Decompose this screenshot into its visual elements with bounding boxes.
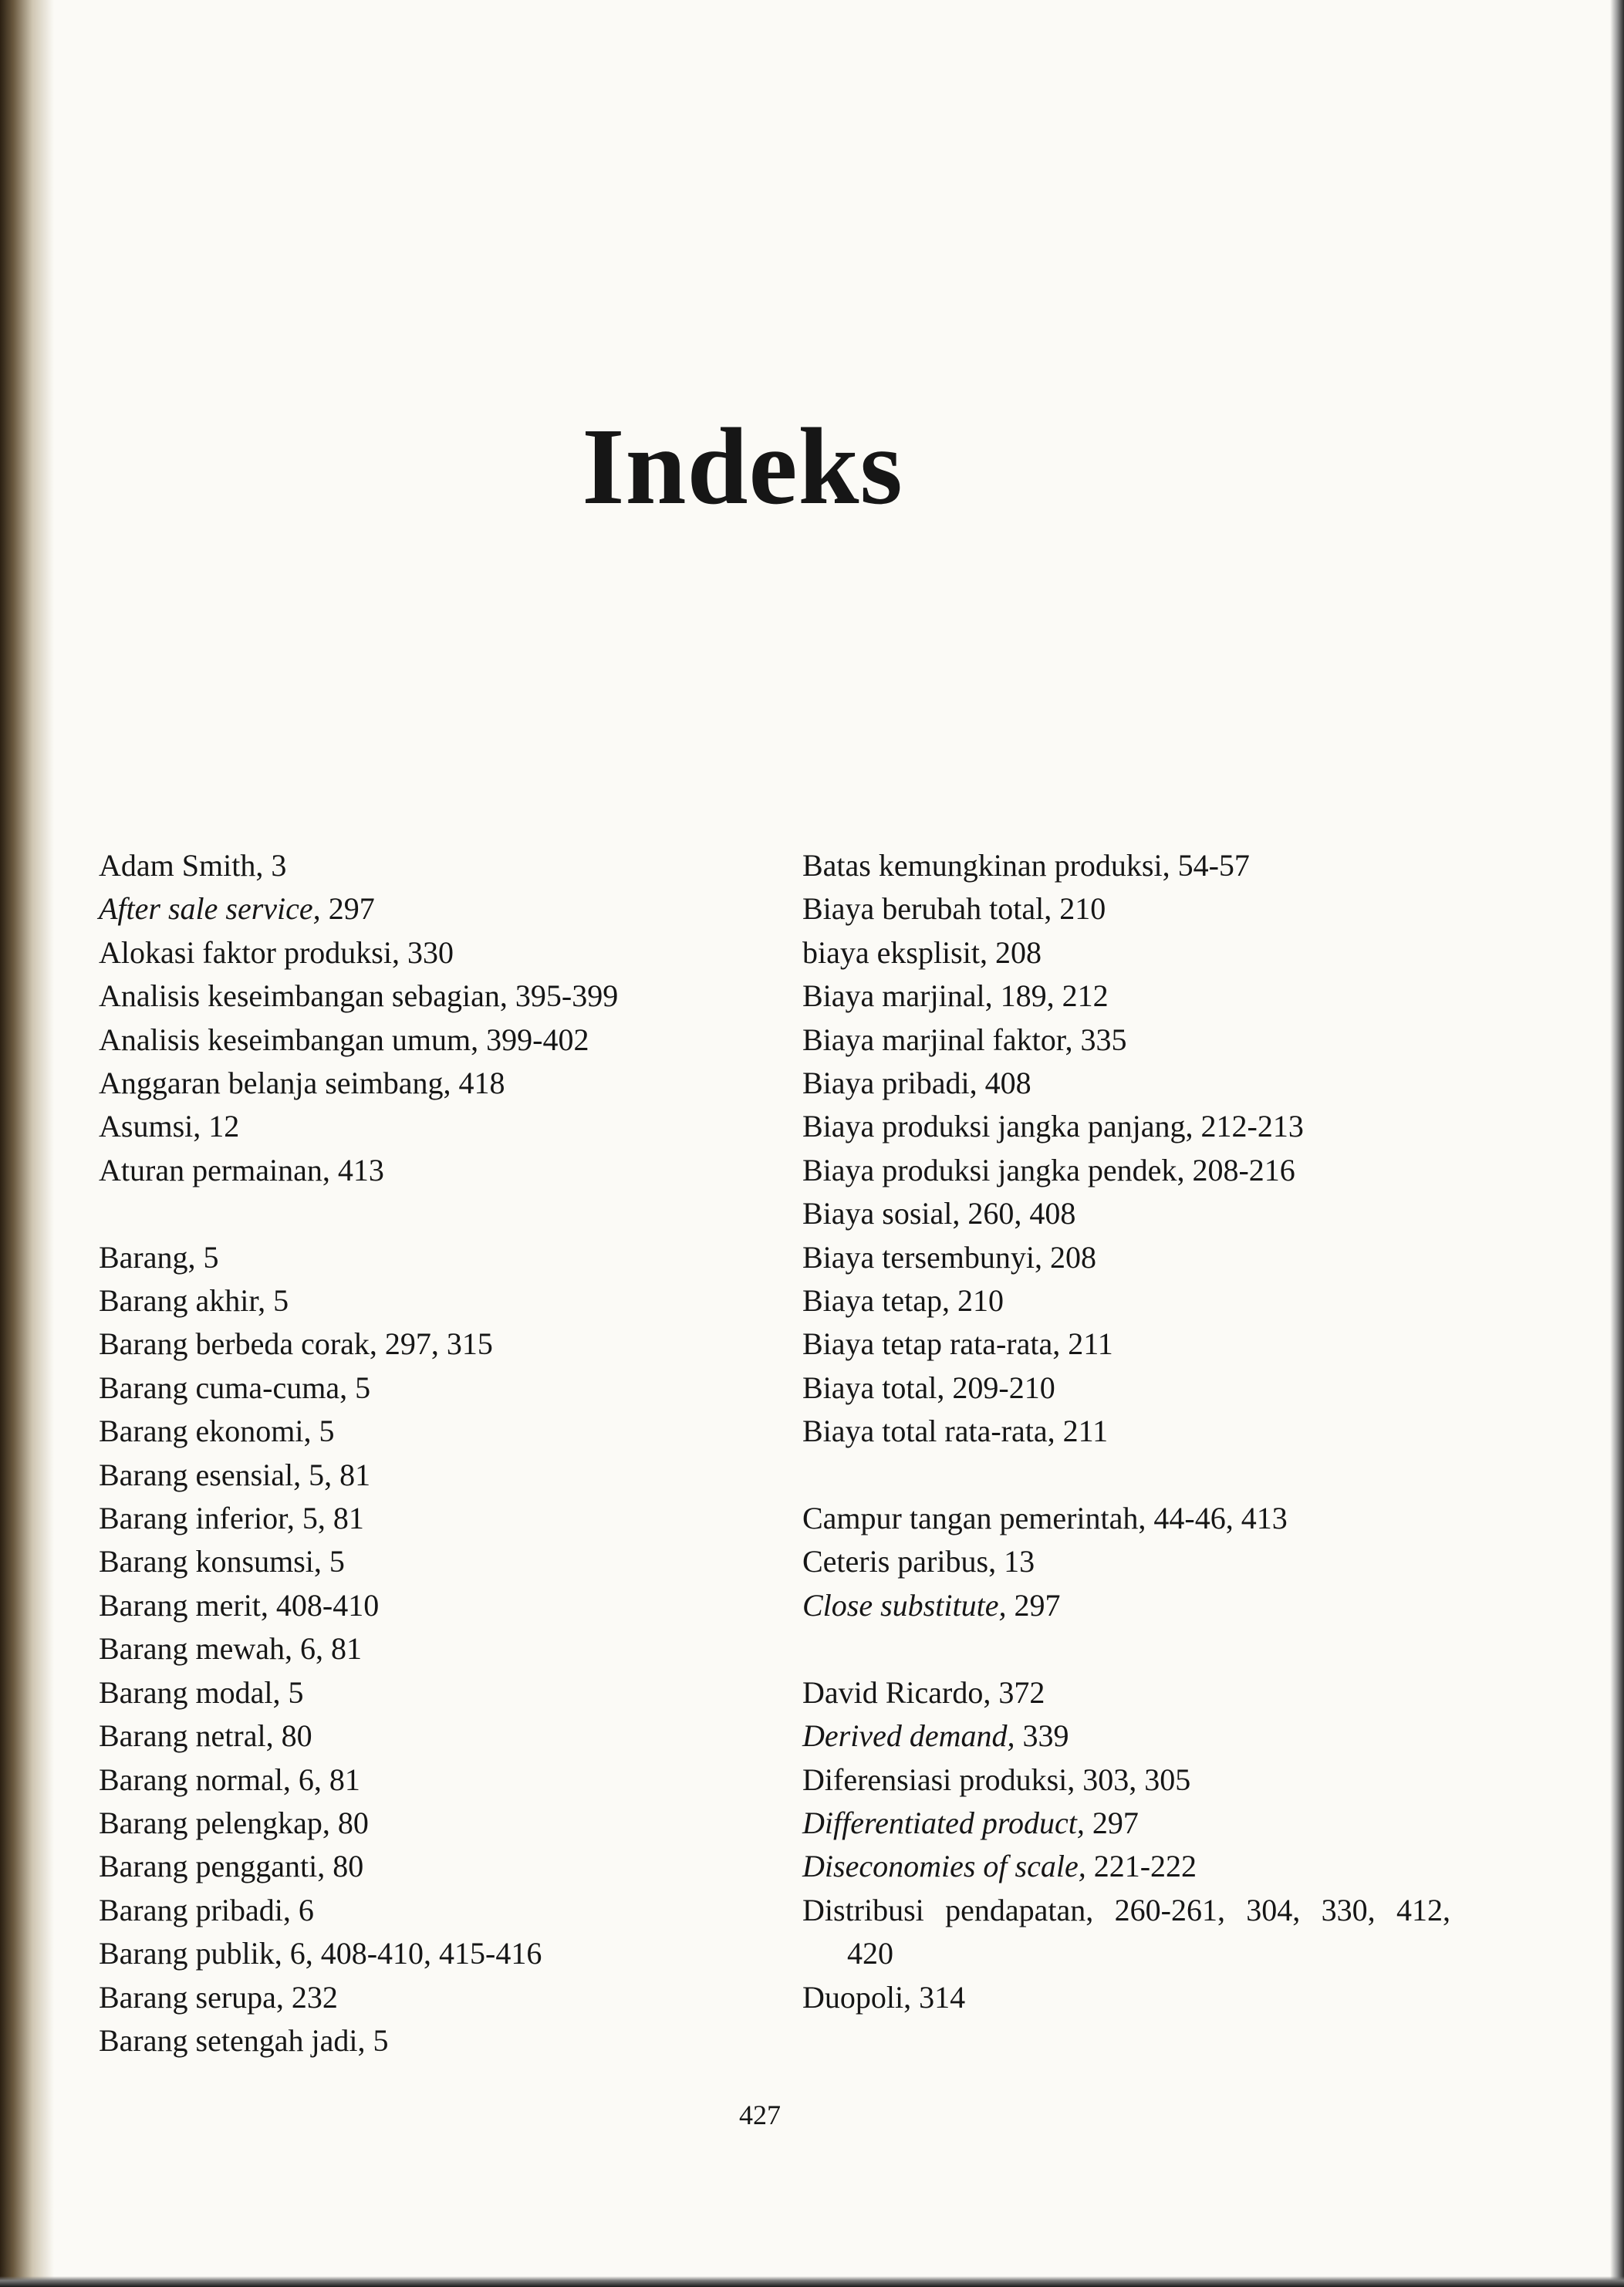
- index-term: Analisis keseimbangan sebagian: [99, 978, 500, 1014]
- index-page-refs: 408-410: [275, 1587, 380, 1623]
- index-page-refs: 5, 81: [309, 1457, 371, 1492]
- index-term: Barang cuma-cuma: [99, 1370, 340, 1405]
- index-page-refs: 208-216: [1192, 1152, 1295, 1187]
- index-entry: Duopoli, 314: [802, 1979, 966, 2015]
- index-page-refs: 335: [1080, 1022, 1127, 1057]
- index-page-refs: 5: [319, 1414, 335, 1449]
- index-page-refs: 208: [1050, 1239, 1097, 1275]
- index-term: Barang setengah jadi: [99, 2022, 358, 2058]
- index-term: Biaya marjinal: [802, 978, 985, 1014]
- index-page-refs: 330: [407, 934, 454, 970]
- page-number: 427: [739, 2100, 781, 2130]
- index-entry: Biaya tetap, 210: [802, 1283, 1004, 1319]
- index-entry: Barang pribadi, 6: [99, 1892, 314, 1927]
- index-page-refs: 210: [1059, 891, 1106, 927]
- index-group-gap: [99, 1192, 778, 1235]
- index-entry: Analisis keseimbangan sebagian, 395-399: [99, 978, 619, 1014]
- index-term: Barang publik: [99, 1936, 275, 1971]
- index-page-refs: 418: [458, 1066, 505, 1101]
- index-entry: Ceteris paribus, 13: [802, 1544, 1035, 1579]
- scan-edge-shadow-left: [0, 0, 54, 2287]
- index-term: Barang normal: [99, 1762, 283, 1797]
- index-page-refs: 208: [994, 934, 1042, 970]
- index-term: Biaya tetap: [802, 1283, 943, 1319]
- index-page-refs: 399-402: [486, 1022, 589, 1057]
- index-entry: Barang normal, 6, 81: [99, 1762, 360, 1797]
- index-term: biaya eksplisit: [802, 934, 980, 970]
- index-term: Ceteris paribus: [802, 1544, 989, 1579]
- index-page-refs: 80: [337, 1805, 369, 1840]
- index-entry: Biaya marjinal faktor, 335: [802, 1022, 1127, 1057]
- index-term: After sale service,: [99, 891, 321, 927]
- index-term: Barang modal: [99, 1674, 273, 1710]
- index-page-refs: 211: [1062, 1414, 1109, 1449]
- index-term: Duopoli: [802, 1979, 904, 2015]
- index-entry: Asumsi, 12: [99, 1109, 240, 1144]
- index-entry: Alokasi faktor produksi, 330: [99, 934, 454, 970]
- index-entry: Barang pengganti, 80: [99, 1849, 364, 1884]
- index-page-refs: 13: [1004, 1544, 1035, 1579]
- index-entry: Campur tangan pemerintah, 44-46, 413: [802, 1501, 1288, 1536]
- index-page-refs: 221-222: [1093, 1849, 1197, 1884]
- index-term: Campur tangan pemerintah: [802, 1501, 1139, 1536]
- index-entry: Analisis keseimbangan umum, 399-402: [99, 1022, 589, 1057]
- index-entry: Biaya pribadi, 408: [802, 1066, 1031, 1101]
- index-page-refs: 12: [208, 1109, 240, 1144]
- index-entry: Biaya total, 209-210: [802, 1370, 1055, 1405]
- index-group-gap: [802, 1454, 1450, 1497]
- index-page-refs: 5: [329, 1544, 345, 1579]
- index-term: Barang serupa: [99, 1979, 276, 2015]
- index-page-refs: 372: [998, 1674, 1045, 1710]
- index-term: Barang inferior: [99, 1501, 287, 1536]
- index-page-refs: 189, 212: [1000, 978, 1109, 1014]
- index-entry: Barang esensial, 5, 81: [99, 1457, 371, 1492]
- index-term: Barang pelengkap: [99, 1805, 322, 1840]
- index-entry: Barang pelengkap, 80: [99, 1805, 369, 1840]
- index-page-refs: 44-46, 413: [1153, 1501, 1288, 1536]
- index-entry: Biaya produksi jangka pendek, 208-216: [802, 1152, 1295, 1187]
- index-term: Analisis keseimbangan umum: [99, 1022, 471, 1057]
- index-entry: Biaya berubah total, 210: [802, 891, 1106, 927]
- index-entry: Barang setengah jadi, 5: [99, 2022, 389, 2058]
- index-term: Barang: [99, 1239, 188, 1275]
- index-page-refs: 5: [273, 1283, 289, 1319]
- index-page-refs: 232: [291, 1979, 338, 2015]
- index-term: Barang merit: [99, 1587, 261, 1623]
- index-entry: Barang inferior, 5, 81: [99, 1501, 364, 1536]
- index-entry: [802, 1714, 1450, 1758]
- index-page-refs: 297: [1092, 1805, 1139, 1840]
- index-term: David Ricardo: [802, 1674, 984, 1710]
- index-term: Anggaran belanja seimbang: [99, 1066, 444, 1101]
- index-page-refs: 5: [355, 1370, 371, 1405]
- index-entry: [802, 1802, 1450, 1845]
- index-term: Batas kemungkinan produksi: [802, 848, 1163, 883]
- index-entry: [802, 1584, 1450, 1627]
- index-entry: Biaya total rata-rata, 211: [802, 1414, 1109, 1449]
- index-page-refs: 260, 408: [967, 1196, 1076, 1231]
- index-entry: Barang serupa, 232: [99, 1979, 338, 2015]
- scan-edge-shadow-bottom: [0, 2276, 1624, 2287]
- index-term: Biaya pribadi: [802, 1066, 970, 1101]
- index-term: Biaya produksi jangka pendek: [802, 1152, 1177, 1187]
- index-entry: Barang, 5: [99, 1239, 219, 1275]
- index-entry: Barang akhir, 5: [99, 1283, 289, 1319]
- index-entry: [802, 1845, 1450, 1888]
- index-term: Barang akhir: [99, 1283, 258, 1319]
- index-page-refs: 210: [957, 1283, 1004, 1319]
- index-entry: Barang ekonomi, 5: [99, 1414, 335, 1449]
- index-entry: [99, 887, 778, 931]
- index-page-refs: 6: [298, 1892, 314, 1927]
- index-term: Biaya total rata-rata: [802, 1414, 1048, 1449]
- page-title: Indeks: [582, 405, 903, 528]
- index-page-refs: 395-399: [515, 978, 619, 1014]
- index-term: Aturan permainan: [99, 1152, 322, 1187]
- index-term: Barang ekonomi: [99, 1414, 304, 1449]
- index-entry: Barang mewah, 6, 81: [99, 1631, 363, 1667]
- index-page-refs: 3: [271, 848, 287, 883]
- index-entry: Distribusi pendapatan, 260-261, 304, 330, 412, 420: [802, 1892, 1451, 1971]
- index-entry: Biaya produksi jangka panjang, 212-213: [802, 1109, 1304, 1144]
- index-term: Barang pengganti: [99, 1849, 318, 1884]
- index-entry: Batas kemungkinan produksi, 54-57: [802, 848, 1250, 883]
- index-term: Biaya produksi jangka panjang: [802, 1109, 1186, 1144]
- index-entry: Barang cuma-cuma, 5: [99, 1370, 371, 1405]
- index-page-refs: 314: [919, 1979, 966, 2015]
- index-page-refs: 303, 305: [1082, 1762, 1191, 1797]
- index-entry: Aturan permainan, 413: [99, 1152, 384, 1187]
- index-page-refs: 6, 81: [298, 1762, 360, 1797]
- index-entry: Anggaran belanja seimbang, 418: [99, 1066, 505, 1101]
- index-entry: David Ricardo, 372: [802, 1674, 1045, 1710]
- index-page-refs: 5, 81: [302, 1501, 364, 1536]
- index-term: Biaya sosial: [802, 1196, 953, 1231]
- index-page-refs: 339: [1022, 1718, 1069, 1754]
- index-entry: Biaya tersembunyi, 208: [802, 1239, 1097, 1275]
- index-page-refs: 211: [1068, 1326, 1113, 1362]
- index-entry: Biaya marjinal, 189, 212: [802, 978, 1109, 1014]
- index-page-refs: 5: [203, 1239, 219, 1275]
- index-page-refs: 413: [337, 1152, 384, 1187]
- index-entry: Adam Smith, 3: [99, 848, 287, 883]
- index-term: Diferensiasi produksi: [802, 1762, 1068, 1797]
- index-page-refs: 209-210: [952, 1370, 1055, 1405]
- index-column-right: [802, 844, 1450, 2019]
- index-term: Distribusi pendapatan: [802, 1892, 1086, 1927]
- index-term: Biaya total: [802, 1370, 937, 1405]
- index-column-left: [99, 844, 778, 2062]
- index-term: Biaya tetap rata-rata: [802, 1326, 1053, 1362]
- index-group-gap: [802, 1627, 1450, 1670]
- index-page-refs: 6, 408-410, 415-416: [289, 1936, 542, 1971]
- index-page-refs: 54-57: [1177, 848, 1250, 883]
- index-page-refs: 297, 315: [384, 1326, 493, 1362]
- index-entry: Biaya sosial, 260, 408: [802, 1196, 1076, 1231]
- index-page-refs: 5: [288, 1674, 304, 1710]
- index-term: Barang pribadi: [99, 1892, 283, 1927]
- index-entry: Barang modal, 5: [99, 1674, 304, 1710]
- index-entry: Barang merit, 408-410: [99, 1587, 380, 1623]
- index-entry: Barang netral, 80: [99, 1718, 312, 1754]
- index-entry: Barang publik, 6, 408-410, 415-416: [99, 1936, 542, 1971]
- index-term: Alokasi faktor produksi: [99, 934, 392, 970]
- index-page-refs: 80: [333, 1849, 364, 1884]
- index-term: Barang berbeda corak: [99, 1326, 370, 1362]
- index-page-refs: 297: [1014, 1587, 1061, 1623]
- index-term: Biaya tersembunyi: [802, 1239, 1035, 1275]
- scan-edge-shadow-right: [1610, 0, 1624, 2287]
- index-term: Derived demand,: [802, 1718, 1015, 1754]
- index-entry: Biaya tetap rata-rata, 211: [802, 1326, 1113, 1362]
- index-page-refs: 6, 81: [300, 1631, 363, 1667]
- index-term: Asumsi: [99, 1109, 194, 1144]
- index-entry: Barang berbeda corak, 297, 315: [99, 1326, 493, 1362]
- index-term: Adam Smith: [99, 848, 256, 883]
- index-entry: biaya eksplisit, 208: [802, 934, 1042, 970]
- index-term: Biaya marjinal faktor: [802, 1022, 1065, 1057]
- index-page-refs: 80: [281, 1718, 312, 1754]
- index-entry: Diferensiasi produksi, 303, 305: [802, 1762, 1191, 1797]
- index-page-refs: 5: [373, 2022, 389, 2058]
- index-term: Diseconomies of scale,: [802, 1849, 1086, 1884]
- index-term: Barang konsumsi: [99, 1544, 314, 1579]
- index-term: Differentiated product,: [802, 1805, 1085, 1840]
- index-term: Barang mewah: [99, 1631, 285, 1667]
- index-page-refs: 260-261, 304, 330, 412, 420: [847, 1892, 1451, 1971]
- index-page-refs: 212-213: [1200, 1109, 1304, 1144]
- index-term: Barang netral: [99, 1718, 266, 1754]
- index-page-refs: 408: [984, 1066, 1031, 1101]
- index-term: Barang esensial: [99, 1457, 294, 1492]
- index-term: Close substitute,: [802, 1587, 1007, 1623]
- index-term: Biaya berubah total: [802, 891, 1045, 927]
- index-entry: Barang konsumsi, 5: [99, 1544, 345, 1579]
- index-page-refs: 297: [328, 891, 375, 927]
